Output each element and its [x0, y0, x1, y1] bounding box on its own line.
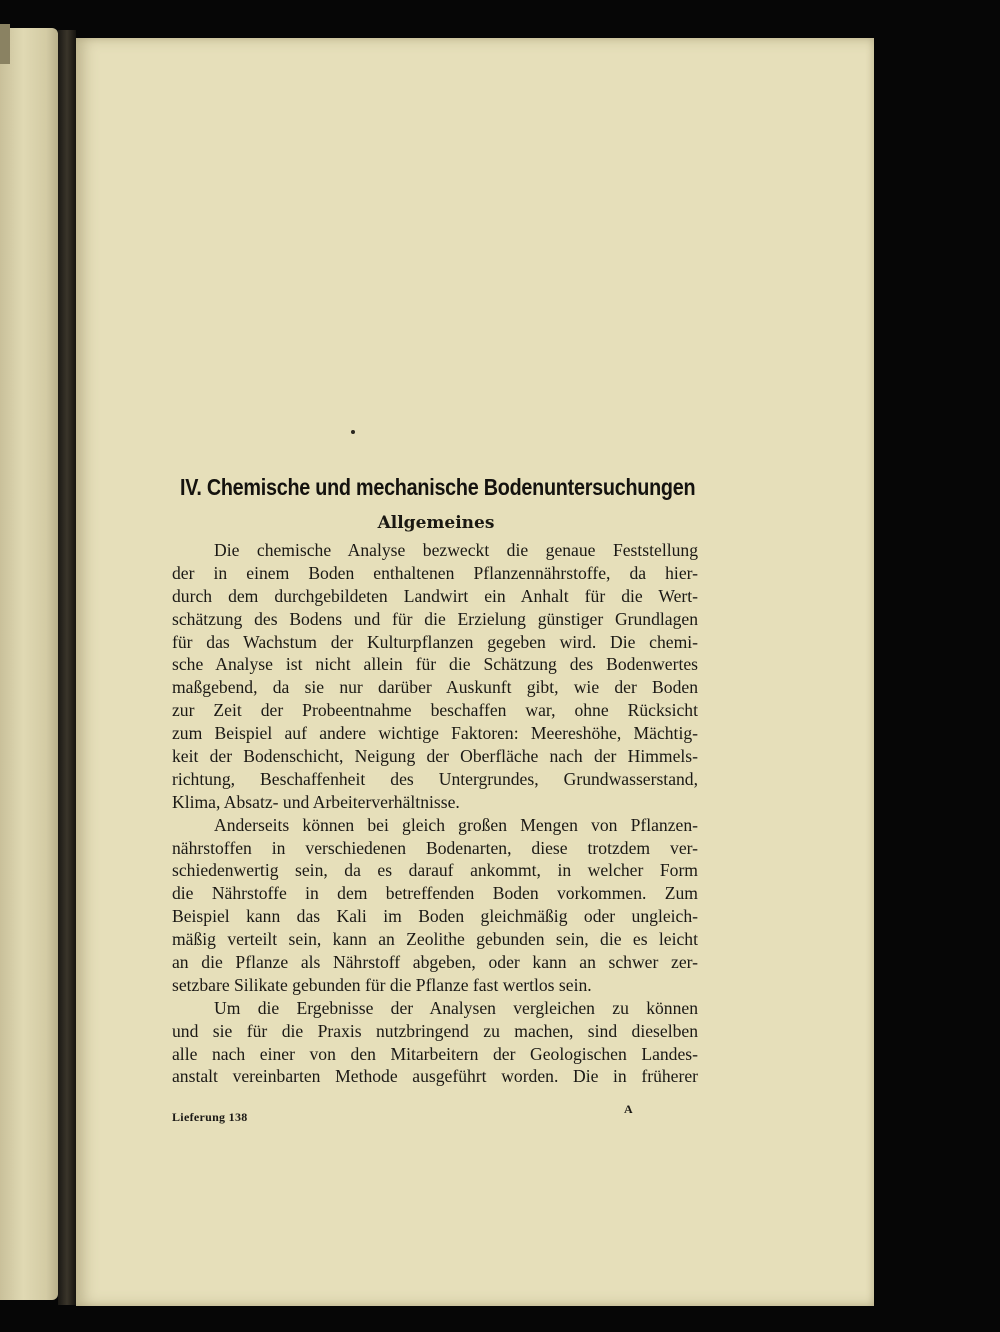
- paragraph-2: [172, 814, 698, 997]
- text-line: für das Wachstum der Kulturpflanzen gegeben wird. Die chemi-: [172, 631, 698, 652]
- paper-speck: [351, 430, 355, 434]
- text-line: keit der Bodenschicht, Neigung der Oberfläche nach der Himmels-: [172, 746, 698, 767]
- text-line: Um die Ergebnisse der Analysen vergleichen zu können: [214, 997, 698, 1018]
- text-line: anstalt vereinbarten Methode ausgeführt worden. Die in früherer: [172, 1066, 698, 1087]
- text-line: schätzung des Bodens und für die Erzielung günstiger Grundlagen: [172, 608, 698, 629]
- text-line: setzbare Silikate gebunden für die Pflanze fast wertlos sein.: [172, 974, 592, 995]
- text-line: alle nach einer von den Mitarbeitern der Geologischen Landes-: [172, 1043, 698, 1064]
- text-line: richtung, Beschaffenheit des Untergrundes, Grundwasserstand,: [172, 768, 698, 789]
- paragraph-3: [172, 997, 698, 1089]
- previous-page-edge: [0, 28, 58, 1300]
- book-gutter: [58, 30, 76, 1305]
- book-page: [76, 38, 874, 1306]
- text-line: zur Zeit der Probeentnahme beschaffen war, ohne Rücksicht: [172, 700, 698, 721]
- text-line: sche Analyse ist nicht allein für die Schätzung des Bodenwertes: [172, 654, 698, 675]
- text-line: an die Pflanze als Nährstoff abgeben, oder kann an schwer zer-: [172, 952, 698, 973]
- chapter-title: IV. Chemische und mechanische Bodenuntersuchungen: [180, 474, 696, 500]
- text-line: Anderseits können bei gleich großen Mengen von Pflanzen-: [214, 814, 698, 835]
- signature-mark: Lieferung 138: [172, 1110, 248, 1124]
- previous-page-corner: [0, 24, 10, 64]
- paragraph-1: [172, 539, 698, 814]
- text-line: mäßig verteilt sein, kann an Zeolithe gebunden sein, die es leicht: [172, 929, 698, 950]
- text-line: Klima, Absatz- und Arbeiterverhältnisse.: [172, 791, 460, 812]
- sheet-mark: A: [624, 1102, 633, 1116]
- text-line: durch dem durchgebildeten Landwirt ein Anhalt für die Wert-: [172, 585, 698, 606]
- text-line: der in einem Boden enthaltenen Pflanzennährstoffe, da hier-: [172, 562, 698, 583]
- text-line: nährstoffen in verschiedenen Bodenarten, diese trotzdem ver-: [172, 837, 698, 858]
- text-line: und sie für die Praxis nutzbringend zu machen, sind dieselben: [172, 1020, 698, 1041]
- text-line: Beispiel kann das Kali im Boden gleichmäßig oder ungleich-: [172, 906, 698, 927]
- body-text: [172, 539, 698, 1088]
- text-line: Die chemische Analyse bezweckt die genaue Feststellung: [214, 540, 698, 560]
- text-line: maßgebend, da sie nur darüber Auskunft gibt, wie der Boden: [172, 677, 698, 698]
- text-line: schiedenwertig sein, da es darauf ankommt, in welcher Form: [172, 860, 698, 881]
- text-line: die Nährstoffe in dem betreffenden Boden vorkommen. Zum: [172, 883, 698, 904]
- text-line: zum Beispiel auf andere wichtige Faktoren: Meereshöhe, Mächtig-: [172, 723, 698, 744]
- section-title: Allgemeines: [377, 513, 495, 533]
